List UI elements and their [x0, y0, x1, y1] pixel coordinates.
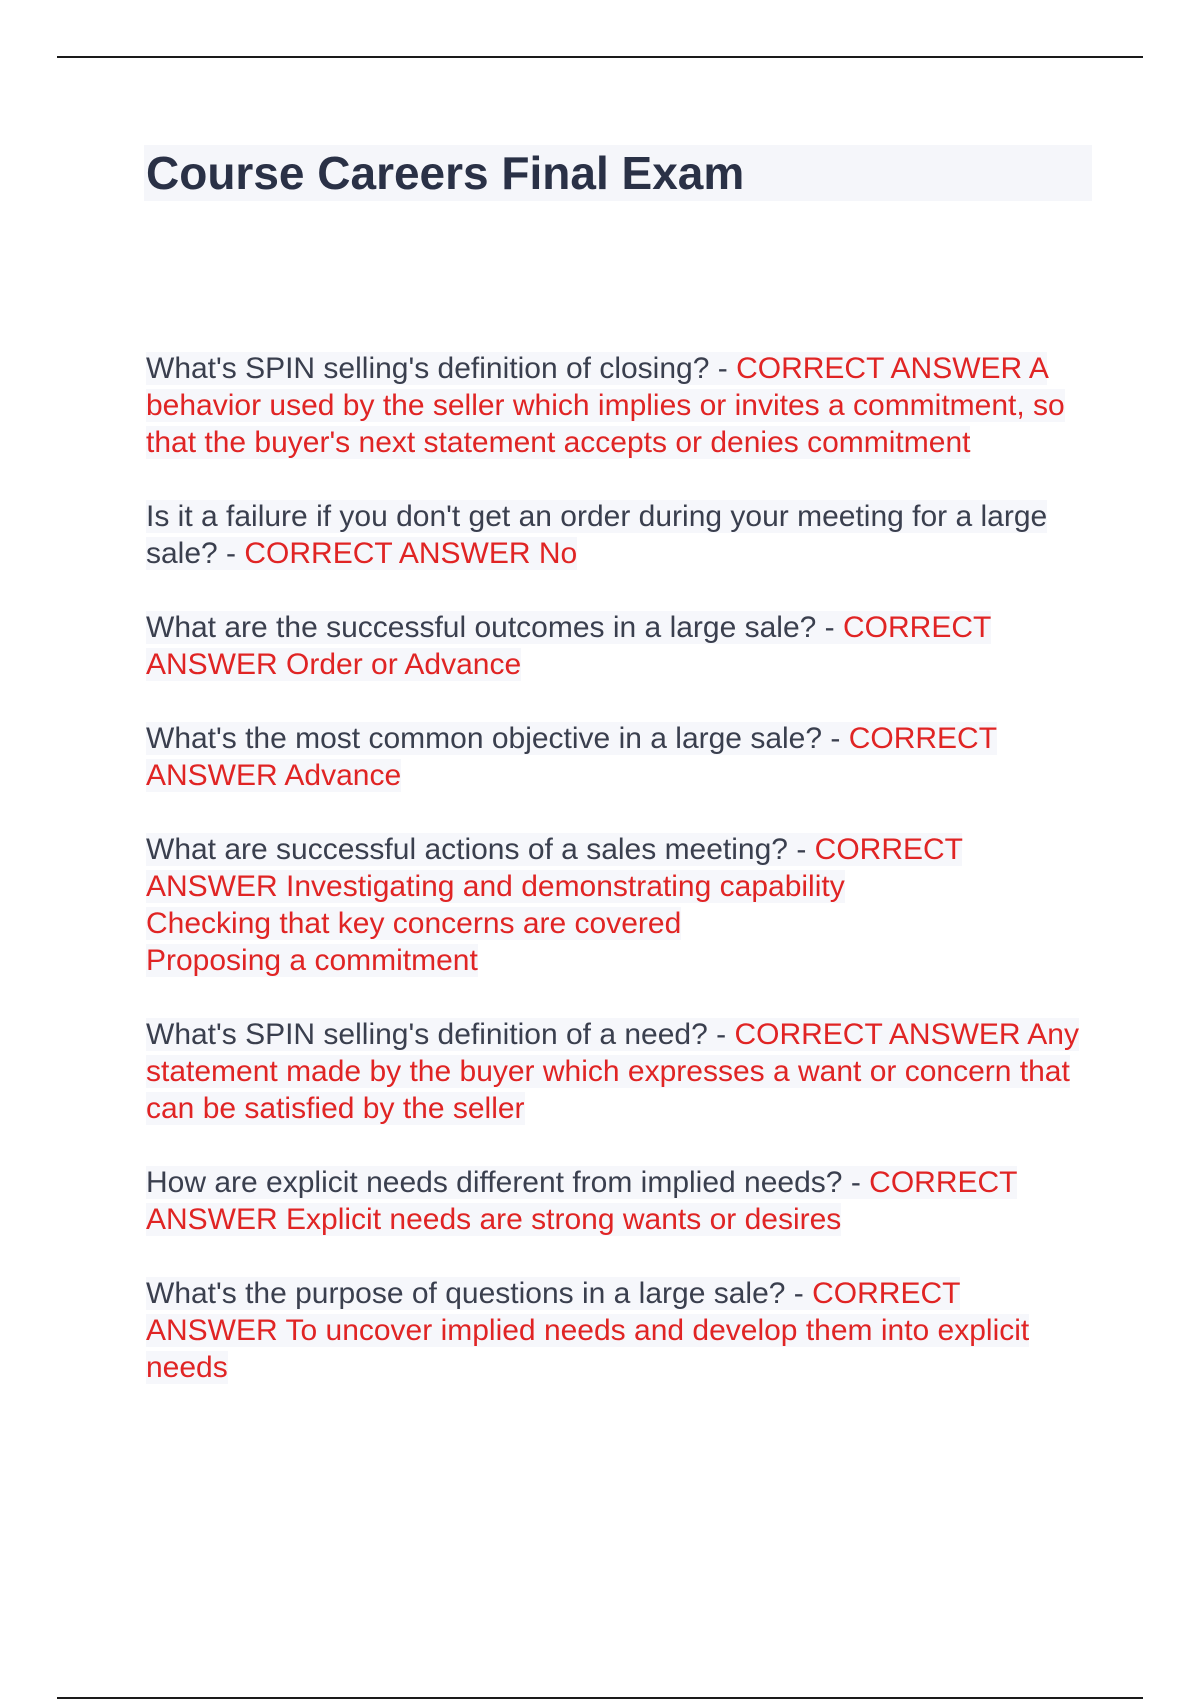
question-text: What's SPIN selling's definition of closing?	[146, 352, 710, 385]
question-text: What's the most common objective in a large sale?	[146, 722, 823, 755]
answer-text: Explicit needs are strong wants or desires	[286, 1203, 842, 1236]
answer-text: Advance	[284, 759, 402, 792]
qa-item: What's SPIN selling's definition of a need? - CORRECT ANSWER Any statement made by the buyer which expresses a want or concern that can be satisfied by the seller	[146, 1018, 1079, 1125]
correct-answer-label: CORRECT ANSWER	[146, 611, 991, 681]
qa-item: What are the successful outcomes in a large sale? - CORRECT ANSWER Order or Advance	[146, 611, 991, 681]
question-text: What are successful actions of a sales meeting?	[146, 833, 788, 866]
correct-answer-label: CORRECT ANSWER	[146, 722, 997, 792]
document-title: Course Careers Final Exam	[146, 147, 745, 199]
correct-answer-label: CORRECT ANSWER	[734, 1018, 1021, 1051]
correct-answer-label: CORRECT ANSWER	[146, 1166, 1017, 1236]
correct-answer-label: CORRECT ANSWER	[244, 537, 531, 570]
answer-text: Order or Advance	[286, 648, 522, 681]
qa-item: What's the purpose of questions in a large sale? - CORRECT ANSWER To uncover implied needs and develop them into explicit needs	[146, 1277, 1030, 1384]
question-text: How are explicit needs different from implied needs?	[146, 1166, 843, 1199]
question-text: What are the successful outcomes in a large sale?	[146, 611, 817, 644]
correct-answer-label: CORRECT ANSWER	[736, 352, 1023, 385]
qa-list	[146, 350, 1096, 1423]
qa-item: Is it a failure if you don't get an order during your meeting for a large sale? - CORRECT ANSWER No	[146, 500, 1048, 570]
bottom-rule	[57, 1697, 1143, 1699]
correct-answer-label: CORRECT ANSWER	[146, 833, 963, 903]
answer-text: No	[538, 537, 578, 570]
correct-answer-label: CORRECT ANSWER	[146, 1277, 960, 1347]
answer-text: Any statement made by the buyer which expresses a want or concern that can be satisfied by the seller	[146, 1018, 1079, 1125]
answer-text: To uncover implied needs and develop them into explicit needs	[146, 1314, 1030, 1384]
qa-item: What are successful actions of a sales meeting? - CORRECT ANSWER Investigating and demonstrating capability Checking that key concerns are covered Proposing a commitment	[146, 833, 963, 977]
qa-item: What's the most common objective in a large sale? - CORRECT ANSWER Advance	[146, 722, 997, 792]
qa-item: How are explicit needs different from implied needs? - CORRECT ANSWER Explicit needs are strong wants or desires	[146, 1166, 1017, 1236]
qa-item: What's SPIN selling's definition of closing? - CORRECT ANSWER A behavior used by the seller which implies or invites a commitment, so that the buyer's next statement accepts or denies commitment	[146, 352, 1065, 459]
question-text: What's SPIN selling's definition of a need?	[146, 1018, 708, 1051]
top-rule	[57, 56, 1143, 58]
question-text: What's the purpose of questions in a large sale?	[146, 1277, 786, 1310]
answer-text: Investigating and demonstrating capability Checking that key concerns are covered Proposing a commitment	[146, 870, 845, 977]
answer-text: A behavior used by the seller which implies or invites a commitment, so that the buyer's next statement accepts or denies commitment	[146, 352, 1065, 459]
question-text: Is it a failure if you don't get an order during your meeting for a large sale?	[146, 500, 1048, 570]
